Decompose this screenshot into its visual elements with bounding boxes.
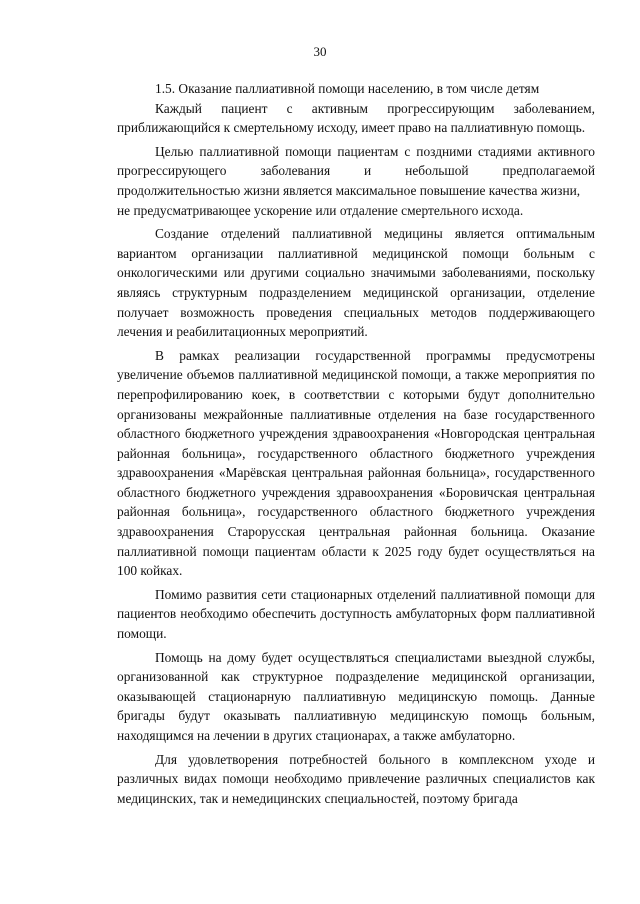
paragraph-state-program: В рамках реализации государственной программы предусмотрены увеличение объемов паллиативной медицинской помощи, а также мероприятия по перепрофилированию коек, в соответствии с которыми будут дополнительно организованы межрайонные паллиативные отделения на базе государственного областного бюджетного учреждения здравоохранения «Новгородская центральная районная больница», государственного областного бюджетного учреждения здравоохранения «Марёвская центральная районная больница», государственного областного бюджетного учреждения здравоохранения «Боровичская центральная районная больница», государственного областного бюджетного учреждения здравоохранения Старорусская центральная районная больница. Оказание паллиативной помощи пациентам области к 2025 году будет осуществляться на 100 койках. [117,347,595,579]
paragraph-outpatient-forms: Помимо развития сети стационарных отделений паллиативной помощи для пациентов необходимо обеспечить доступность амбулаторных форм паллиативной помощи. [117,586,595,642]
page-number: 30 [313,44,327,59]
paragraph-palliative-departments: Создание отделений паллиативной медицины является оптимальным вариантом организации паллиативной медицинской помощи больным с онкологическими или другими социально значимыми заболеваниями, поскольку являясь структурным подразделением медицинской организации, отделение получает возможность проведения специальных методов поддерживающего лечения и реабилитационных мероприятий. [117,226,595,340]
section-heading: 1.5. Оказание паллиативной помощи населению, в том числе детям [155,81,540,96]
paragraph-goal-continuation: не предусматривающее ускорение или отдаление смертельного исхода. [117,202,524,218]
paragraph-goal-of-palliative-care: Целью паллиативной помощи пациентам с поздними стадиями активного прогрессирующего заболевания и небольшой предполагаемой продолжительностью жизни является максимальное повышение качества жизни, [117,143,595,198]
document-body [117,79,595,808]
paragraph-right-to-palliative-care: Каждый пациент с активным прогрессирующим заболеванием, приближающийся к смертельному исходу, имеет право на паллиативную помощь. [117,100,595,136]
paragraph-specialists: Для удовлетворения потребностей больного в комплексном уходе и различных видах помощи необходимо привлечение различных специалистов как медицинских, так и немедицинских специальностей, поэтому бригада [117,751,595,806]
paragraph-home-care: Помощь на дому будет осуществляться специалистами выездной службы, организованной как структурное подразделение медицинской организации, оказывающей стационарную паллиативную медицинскую помощь. Данные бригады будут оказывать паллиативную медицинскую помощь больным, находящимся на лечении в других стационарах, а также амбулаторно. [117,649,595,743]
